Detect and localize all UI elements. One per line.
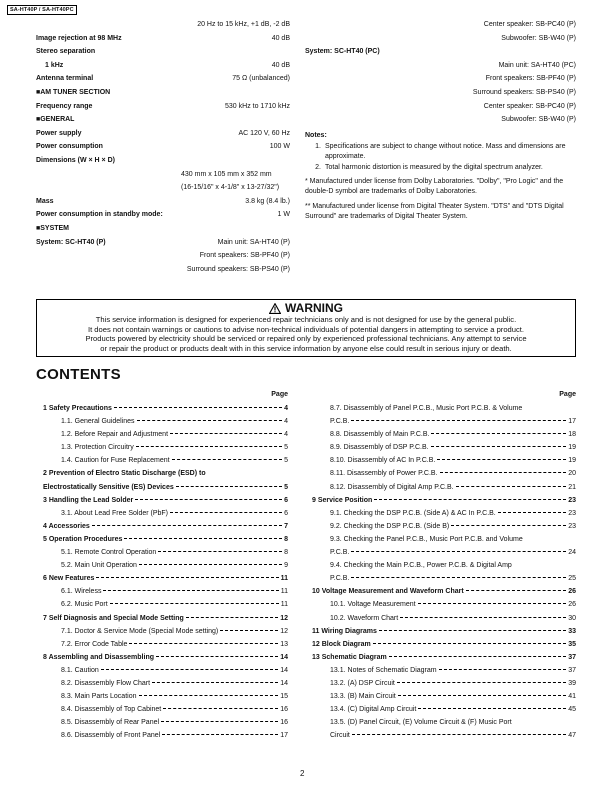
spec-row: [36, 18, 290, 32]
spec-value: 3.8 kg (8.4 lb.): [245, 197, 290, 205]
toc-entry-title: 8.2. Disassembly Flow Chart: [61, 679, 151, 687]
toc-subsection-entry[interactable]: [36, 625, 288, 638]
toc-entry-title: 9.3. Checking the Panel P.C.B., Music Port P.C.B. and Volume: [330, 535, 523, 543]
spec-label: Mass: [36, 197, 54, 205]
spec-value: Front speakers: SB-PF40 (P): [485, 75, 576, 83]
toc-leader: [352, 734, 566, 735]
toc-leader: [124, 538, 282, 539]
warning-triangle-icon: [269, 303, 281, 314]
toc-entry-title: P.C.B.: [330, 575, 350, 583]
toc-leader: [129, 643, 278, 644]
spec-row: [36, 32, 290, 46]
toc-leader: [101, 669, 278, 670]
toc-page-number: 4: [284, 431, 288, 439]
spec-value: Surround speakers: SB-PS40 (P): [472, 88, 576, 96]
toc-entry-title: 9.4. Checking the Main P.C.B., Power P.C.B. & Digital Amp: [330, 562, 512, 570]
toc-subsection-entry[interactable]: [36, 677, 288, 690]
spec-value: 1 W: [277, 211, 290, 219]
toc-leader: [389, 656, 567, 657]
spec-value: 40 dB: [271, 61, 290, 69]
toc-subsection-entry[interactable]: [305, 415, 576, 428]
toc-entry-title: 1 Safety Precautions: [43, 405, 112, 412]
toc-entry-title: 8.9. Disassembly of DSP P.C.B.: [330, 444, 429, 452]
toc-entry-title: 6.1. Wireless: [61, 588, 102, 596]
toc-page-number: 14: [280, 666, 288, 674]
toc-leader: [351, 577, 566, 578]
toc-subsection-entry[interactable]: [36, 664, 288, 677]
spec-row: [36, 72, 290, 86]
spec-row: [36, 263, 290, 277]
toc-entry-title: 11 Wiring Diagrams: [312, 627, 377, 635]
toc-page-number: 6: [284, 509, 288, 517]
spec-value: Center speaker: SB-PC40 (P): [483, 102, 576, 110]
toc-page-number: 4: [284, 418, 288, 426]
warning-box: [36, 299, 576, 357]
toc-section-entry[interactable]: [36, 467, 288, 480]
toc-subsection-entry[interactable]: [305, 454, 576, 467]
note-item: [305, 163, 576, 173]
note-text: Specifications are subject to change without notice. Mass and dimensions are approximate.: [325, 142, 566, 161]
toc-section-entry[interactable]: [36, 402, 288, 415]
note-number: 2.: [315, 163, 321, 171]
toc-page-number: 24: [568, 549, 576, 557]
spec-row: [36, 168, 290, 182]
toc-entry-title: 6 New Features: [43, 575, 95, 583]
toc-leader: [170, 512, 282, 513]
toc-entry-title: 1.4. Caution for Fuse Replacement: [61, 457, 170, 465]
toc-entry-title: Electrostatically Sensitive (ES) Devices: [43, 483, 174, 491]
toc-entry-title: 8 Assembling and Disassembling: [43, 653, 154, 661]
toc-subsection-entry[interactable]: [36, 716, 288, 729]
toc-subsection-entry[interactable]: [36, 690, 288, 703]
spec-row: [36, 86, 290, 100]
toc-entry-title: 3.1. About Lead Free Solder (PbF): [61, 509, 169, 517]
toc-page-number: 11: [280, 601, 288, 609]
spec-row: [305, 45, 576, 59]
toc-page-number: 23: [568, 522, 576, 530]
toc-entry-title: 8.7. Disassembly of Panel P.C.B., Music Port P.C.B. & Volume: [330, 405, 523, 412]
toc-leader: [156, 656, 278, 657]
toc-entry-title: 8.3. Main Parts Location: [61, 693, 137, 701]
toc-page-number: 20: [568, 470, 576, 478]
spec-row: [305, 18, 576, 32]
toc-right-column: [305, 388, 576, 742]
toc-entry-title: 13.1. Notes of Schematic Diagram: [330, 666, 437, 674]
specs-left-column: [36, 18, 290, 276]
toc-page-number: 13: [280, 640, 288, 648]
toc-page-number: 37: [568, 653, 576, 661]
toc-leader: [158, 551, 282, 552]
toc-leader: [172, 459, 283, 460]
toc-section-entry[interactable]: [305, 494, 576, 507]
spec-value: 20 Hz to 15 kHz, +1 dB, -2 dB: [197, 21, 290, 28]
toc-subsection-entry[interactable]: [305, 690, 576, 703]
toc-entry-title: 8.12. Disassembly of Digital Amp P.C.B.: [330, 483, 454, 491]
toc-entry-title: 1.2. Before Repair and Adjustment: [61, 431, 169, 439]
spec-value: Subwoofer: SB-W40 (P): [501, 116, 576, 124]
toc-subsection-entry[interactable]: [36, 507, 288, 520]
toc-section-entry[interactable]: [305, 651, 576, 664]
page-column-label: Page: [559, 391, 576, 398]
toc-page-number: 16: [280, 706, 288, 714]
spec-label: System: SC-HT40 (P): [36, 238, 106, 246]
toc-subsection-entry[interactable]: [36, 585, 288, 598]
toc-leader: [351, 420, 566, 421]
trademark-footnote: * Manufactured under license from Dolby Laboratories. "Dolby", "Pro Logic" and the double-D symbol are trademarks of Dolby Laboratories.: [305, 177, 564, 196]
toc-subsection-entry[interactable]: [305, 572, 576, 585]
spec-value: AC 120 V, 60 Hz: [238, 129, 290, 137]
toc-section-entry[interactable]: [36, 612, 288, 625]
toc-section-entry[interactable]: [305, 638, 576, 651]
toc-page-number: 9: [284, 562, 288, 570]
spec-label: Image rejection at 98 MHz: [36, 34, 122, 42]
spec-label: Power consumption in standby mode:: [36, 211, 163, 219]
toc-entry-title: 10.1. Voltage Measurement: [330, 601, 416, 609]
toc-subsection-entry[interactable]: [36, 638, 288, 651]
spec-label: Frequency range: [36, 102, 93, 110]
toc-page-number: 11: [280, 575, 288, 583]
toc-subsection-entry[interactable]: [36, 559, 288, 572]
toc-subsection-entry[interactable]: [305, 481, 576, 494]
spec-label: ■GENERAL: [36, 116, 75, 124]
toc-section-entry[interactable]: [36, 520, 288, 533]
toc-page-number: 47: [568, 732, 576, 740]
toc-leader: [440, 472, 567, 473]
spec-label: Power consumption: [36, 143, 103, 151]
toc-entry-title: 2 Prevention of Electro Static Discharge (ESD) to: [43, 470, 206, 478]
toc-leader: [103, 590, 278, 591]
spec-value: 100 W: [269, 143, 290, 151]
toc-leader: [398, 695, 566, 696]
toc-leader: [456, 486, 567, 487]
toc-leader: [186, 617, 278, 618]
toc-subsection-entry[interactable]: [36, 546, 288, 559]
spec-row: [36, 127, 290, 141]
spec-label: ■AM TUNER SECTION: [36, 88, 111, 96]
toc-section-entry[interactable]: [36, 572, 288, 585]
toc-leader: [220, 630, 278, 631]
toc-page-number: 23: [568, 509, 576, 517]
toc-leader: [139, 564, 282, 565]
toc-leader: [418, 708, 566, 709]
spec-row: [36, 181, 290, 195]
spec-row: [36, 140, 290, 154]
spec-label: Power supply: [36, 129, 82, 137]
toc-section-entry[interactable]: [36, 494, 288, 507]
toc-leader: [96, 577, 278, 578]
toc-page-number: 4: [284, 405, 288, 412]
page-column-label: Page: [271, 391, 288, 398]
toc-entry-title: 12 Block Diagram: [312, 640, 371, 648]
toc-subsection-entry[interactable]: [305, 428, 576, 441]
toc-entry-title: 5.1. Remote Control Operation: [61, 549, 157, 557]
toc-section-entry[interactable]: [36, 481, 288, 494]
toc-entry-title: 5.2. Main Unit Operation: [61, 562, 137, 570]
toc-leader: [451, 525, 566, 526]
toc-entry-title: 13.5. (D) Panel Circuit, (E) Volume Circuit & (F) Music Port: [330, 719, 512, 727]
trademark-footnote: ** Manufactured under license from Digital Theater System. "DTS" and "DTS Digital Surround" are trademarks of Digital Theater System.: [305, 202, 564, 221]
toc-page-number: 14: [280, 653, 288, 661]
toc-leader: [466, 590, 566, 591]
toc-entry-title: 7.1. Doctor & Service Mode (Special Mode setting): [61, 627, 219, 635]
spec-value: Subwoofer: SB-W40 (P): [501, 34, 576, 42]
toc-entry-title: 9.2. Checking the DSP P.C.B. (Side B): [330, 522, 450, 530]
spec-label: ■SYSTEM: [36, 224, 70, 232]
toc-subsection-entry[interactable]: [305, 664, 576, 677]
warning-heading: [37, 301, 575, 315]
toc-page-number: 45: [568, 706, 576, 714]
note-text: Total harmonic distortion is measured by the digital spectrum analyzer.: [325, 163, 543, 171]
toc-entry-title: Circuit: [330, 732, 350, 740]
toc-entry-title: P.C.B.: [330, 549, 350, 557]
toc-leader: [431, 446, 567, 447]
toc-leader: [161, 721, 278, 722]
spec-row: [305, 113, 576, 127]
toc-page-number: 35: [568, 640, 576, 648]
toc-subsection-entry[interactable]: [36, 441, 288, 454]
toc-leader: [400, 617, 566, 618]
toc-page-number: 26: [568, 588, 576, 596]
contents-title: CONTENTS: [36, 366, 121, 383]
toc-leader: [139, 695, 279, 696]
toc-page-number: 19: [568, 444, 576, 452]
spec-value: Front speakers: SB-PF40 (P): [199, 252, 290, 260]
toc-entry-title: 13.2. (A) DSP Circuit: [330, 679, 395, 687]
toc-entry-title: 8.8. Disassembly of Main P.C.B.: [330, 431, 430, 439]
toc-entry-title: 8.5. Disassembly of Rear Panel: [61, 719, 160, 727]
toc-subsection-entry[interactable]: [305, 612, 576, 625]
toc-page-number: 25: [568, 575, 576, 583]
toc-page-number: 17: [280, 732, 288, 740]
toc-leader: [437, 459, 566, 460]
toc-entry-title: 7 Self Diagnosis and Special Mode Setting: [43, 614, 184, 622]
toc-subsection-entry[interactable]: [36, 428, 288, 441]
toc-page-number: 14: [280, 679, 288, 687]
toc-page-number: 12: [280, 627, 288, 635]
toc-leader: [162, 734, 278, 735]
toc-entry-title: 8.11. Disassembly of Power P.C.B.: [330, 470, 438, 478]
spec-value: 75 Ω (unbalanced): [232, 75, 290, 83]
toc-subsection-entry[interactable]: [305, 546, 576, 559]
spec-row: [305, 100, 576, 114]
toc-leader: [92, 525, 282, 526]
toc-left-column: [36, 388, 288, 742]
toc-entry-title: 8.6. Disassembly of Front Panel: [61, 732, 161, 740]
toc-leader: [373, 643, 566, 644]
toc-leader: [170, 433, 282, 434]
spec-row: [305, 72, 576, 86]
spec-value: (16-15/16" x 4-1/8" x 13-27/32"): [181, 184, 280, 192]
toc-leader: [439, 669, 567, 670]
spec-row: [305, 86, 576, 100]
toc-leader: [431, 433, 566, 434]
toc-entry-title: 13.4. (C) Digital Amp Circuit: [330, 706, 417, 714]
toc-entry-title: 1.1. General Guidelines: [61, 418, 135, 426]
spec-value: Center speaker: SB-PC40 (P): [483, 21, 576, 28]
toc-page-number: 21: [568, 483, 576, 491]
toc-leader: [374, 499, 566, 500]
spec-label: 1 kHz: [45, 61, 64, 69]
spec-row: [36, 113, 290, 127]
toc-page-number: 30: [568, 614, 576, 622]
spec-row: [36, 195, 290, 209]
toc-subsection-entry[interactable]: [36, 415, 288, 428]
toc-page-number: 7: [284, 522, 288, 530]
toc-entry-title: 13.3. (B) Main Circuit: [330, 693, 396, 701]
spec-value: 430 mm x 105 mm x 352 mm: [181, 170, 272, 178]
toc-page-number: 8: [284, 535, 288, 543]
note-item: [305, 142, 576, 163]
model-tag: SA-HT40P / SA-HT40PC: [7, 5, 77, 15]
toc-page-number: 16: [280, 719, 288, 727]
toc-entry-title: 10 Voltage Measurement and Waveform Chart: [312, 588, 464, 596]
toc-entry-title: 8.10. Disassembly of AC In P.C.B.: [330, 457, 436, 465]
toc-entry-title: 8.4. Disassembly of Top Cabinet: [61, 706, 162, 714]
spec-row: [36, 59, 290, 73]
toc-page-number: 26: [568, 601, 576, 609]
spec-value: Main unit: SA-HT40 (P): [217, 238, 290, 246]
toc-page-number: 37: [568, 666, 576, 674]
toc-entry-title: 10.2. Waveform Chart: [330, 614, 399, 622]
toc-entry-title: 5 Operation Procedures: [43, 535, 123, 543]
toc-section-entry[interactable]: [36, 533, 288, 546]
toc-subsection-entry[interactable]: [305, 402, 576, 415]
toc-page-number: 5: [284, 483, 288, 491]
toc-entry-title: 13 Schematic Diagram: [312, 653, 387, 661]
spec-row: [305, 32, 576, 46]
toc-entry-title: 1.3. Protection Circuitry: [61, 444, 134, 452]
toc-entry-title: 8.1. Caution: [61, 666, 99, 674]
specs-right-column: [305, 18, 576, 223]
spec-row: [36, 208, 290, 222]
toc-leader: [418, 603, 567, 604]
toc-page-number: 5: [284, 444, 288, 452]
spec-row: [36, 45, 290, 59]
toc-page-number: 41: [568, 693, 576, 701]
toc-leader: [137, 420, 283, 421]
spec-row: [36, 100, 290, 114]
toc-entry-title: 7.2. Error Code Table: [61, 640, 128, 648]
toc-leader: [351, 551, 566, 552]
spec-row: [36, 222, 290, 236]
spec-value: Main unit: SA-HT40 (PC): [498, 61, 576, 69]
toc-subsection-entry[interactable]: [36, 729, 288, 742]
toc-leader: [397, 682, 566, 683]
toc-section-entry[interactable]: [305, 585, 576, 598]
toc-page-number: 19: [568, 457, 576, 465]
toc-subsection-entry[interactable]: [305, 467, 576, 480]
warning-line: Products powered by electricity should be serviced or repaired only by experienced professional technicians. Any attempt to service: [85, 334, 527, 344]
toc-leader: [498, 512, 566, 513]
toc-subsection-entry[interactable]: [36, 703, 288, 716]
toc-subsection-entry[interactable]: [305, 520, 576, 533]
toc-page-number: 6: [284, 496, 288, 504]
toc-subsection-entry[interactable]: [36, 598, 288, 611]
toc-entry-title: 4 Accessories: [43, 522, 90, 530]
toc-entry-title: 9.1. Checking the DSP P.C.B. (Side A) & AC In P.C.B.: [330, 509, 496, 517]
toc-leader: [135, 499, 282, 500]
spec-value: 40 dB: [271, 34, 290, 42]
toc-section-entry[interactable]: [36, 651, 288, 664]
toc-entry-title: 3 Handling the Lead Solder: [43, 496, 134, 504]
spec-label: Stereo separation: [36, 48, 96, 56]
spec-row: [36, 154, 290, 168]
toc-page-number: 11: [280, 588, 288, 596]
toc-page-number: 33: [568, 627, 576, 635]
toc-page-number: 8: [284, 549, 288, 557]
warning-line: It does not contain warnings or cautions to advise non-technical individuals of potential dangers in attempting to service a product.: [87, 324, 525, 334]
toc-subsection-entry[interactable]: [305, 703, 576, 716]
toc-leader: [379, 630, 566, 631]
toc-leader: [152, 682, 278, 683]
spec-label: System: SC-HT40 (PC): [305, 48, 380, 56]
notes-title: Notes:: [305, 131, 327, 139]
toc-leader: [176, 486, 282, 487]
toc-leader: [136, 446, 282, 447]
spec-row: [305, 59, 576, 73]
toc-entry-title: 9 Service Position: [312, 496, 373, 504]
page-number: 2: [300, 769, 305, 778]
toc-subsection-entry[interactable]: [305, 441, 576, 454]
toc-section-entry[interactable]: [305, 625, 576, 638]
warning-title: WARNING: [285, 301, 343, 315]
warning-line: This service information is designed for experienced repair technicians only and is not designed for use by the general public.: [95, 315, 517, 324]
toc-subsection-entry[interactable]: [305, 507, 576, 520]
toc-subsection-entry[interactable]: [305, 598, 576, 611]
warning-line: or repair the product or products dealt with in this service information by anyone else could result in serious injury or death.: [100, 343, 512, 353]
toc-subsection-entry[interactable]: [305, 716, 576, 729]
note-number: 1.: [315, 142, 321, 150]
toc-page-number: 39: [568, 679, 576, 687]
spec-row: [36, 249, 290, 263]
toc-subsection-entry[interactable]: [305, 533, 576, 546]
spec-label: Antenna terminal: [36, 75, 94, 83]
spec-label: Dimensions (W × H × D): [36, 156, 115, 164]
spec-value: 530 kHz to 1710 kHz: [225, 102, 290, 110]
toc-page-number: 12: [280, 614, 288, 622]
toc-page-number: 23: [568, 496, 576, 504]
toc-subsection-entry[interactable]: [305, 559, 576, 572]
spec-value: Surround speakers: SB-PS40 (P): [186, 265, 290, 273]
toc-subsection-entry[interactable]: [36, 454, 288, 467]
toc-leader: [114, 407, 282, 408]
spec-row: [36, 236, 290, 250]
toc-leader: [163, 708, 278, 709]
toc-page-number: 15: [280, 693, 288, 701]
toc-leader: [110, 603, 279, 604]
toc-page-number: 17: [568, 418, 576, 426]
toc-subsection-entry[interactable]: [305, 677, 576, 690]
toc-entry-title: 6.2. Music Port: [61, 601, 108, 609]
toc-subsection-entry[interactable]: [305, 729, 576, 742]
toc-page-number: 18: [568, 431, 576, 439]
toc-entry-title: P.C.B.: [330, 418, 350, 426]
toc-page-number: 5: [284, 457, 288, 465]
